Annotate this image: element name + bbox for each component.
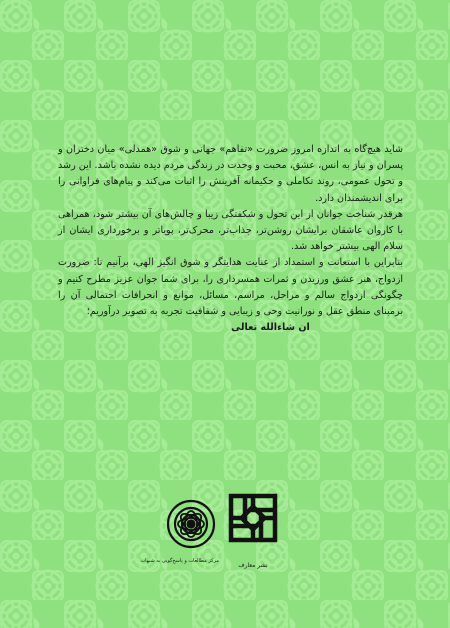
logo-left-caption: مرکز مطالعات و پاسخ‌گویی به شبهات [140, 558, 219, 564]
blurb-paragraph-3: بنابراین با استعانت و استمداد از عنایت هدایتگر و شوق انگیز الهی، برآنیم تا: ضرورت ازدواج، هنر عشق ورزیدن و ثمرات همسرداری را، برای شما جوان عزیز مطرح کنیم و چگونگی ازدواج سالم و مراحل، مراسم، مسائل، موانع و انحرافات احتمالی آن را برمبنای منطق عقل و نورانیت وحی و زیبایی و شفافیت تجربه به تصویر درآوریم؛ [58, 257, 403, 318]
knot-emblem-logo-icon [225, 490, 281, 560]
blurb-paragraph-1: شاید هیچ‌گاه به اندازه امروز ضرورت «تفاهم» جهانی و شوق «همدلی» میان دختران و پسران و نیاز به انس، عشق، محبت و وحدت در زندگی مردم دیده نشده باشد. این رشد و تحول عمومی، روند تکاملی و حکیمانه آفرینش را اثبات می‌کند و پیام‌های فراوانی را برای اندیشمندان دارد. [58, 144, 403, 204]
publisher-logo-left [140, 496, 219, 574]
blurb-text [58, 142, 403, 336]
flower-rosette-logo-icon [163, 496, 219, 558]
closing-line: ان شاءالله تعالی [231, 322, 310, 334]
logo-right-caption: نشر معارف [238, 562, 268, 569]
publisher-logo-right [225, 490, 281, 576]
blurb-paragraph-2: هرقدر شناخت جوانان از این تحول و شکفتگی زیبا و چالش‌های آن بیشتر شود، همراهی با کاروان عاشقان برایشان روشن‌تر، جذاب‌تر، محرک‌تر، پویاتر و برخورداری ایشان از سلام الهی بیشتر خواهد شد. [58, 208, 403, 253]
